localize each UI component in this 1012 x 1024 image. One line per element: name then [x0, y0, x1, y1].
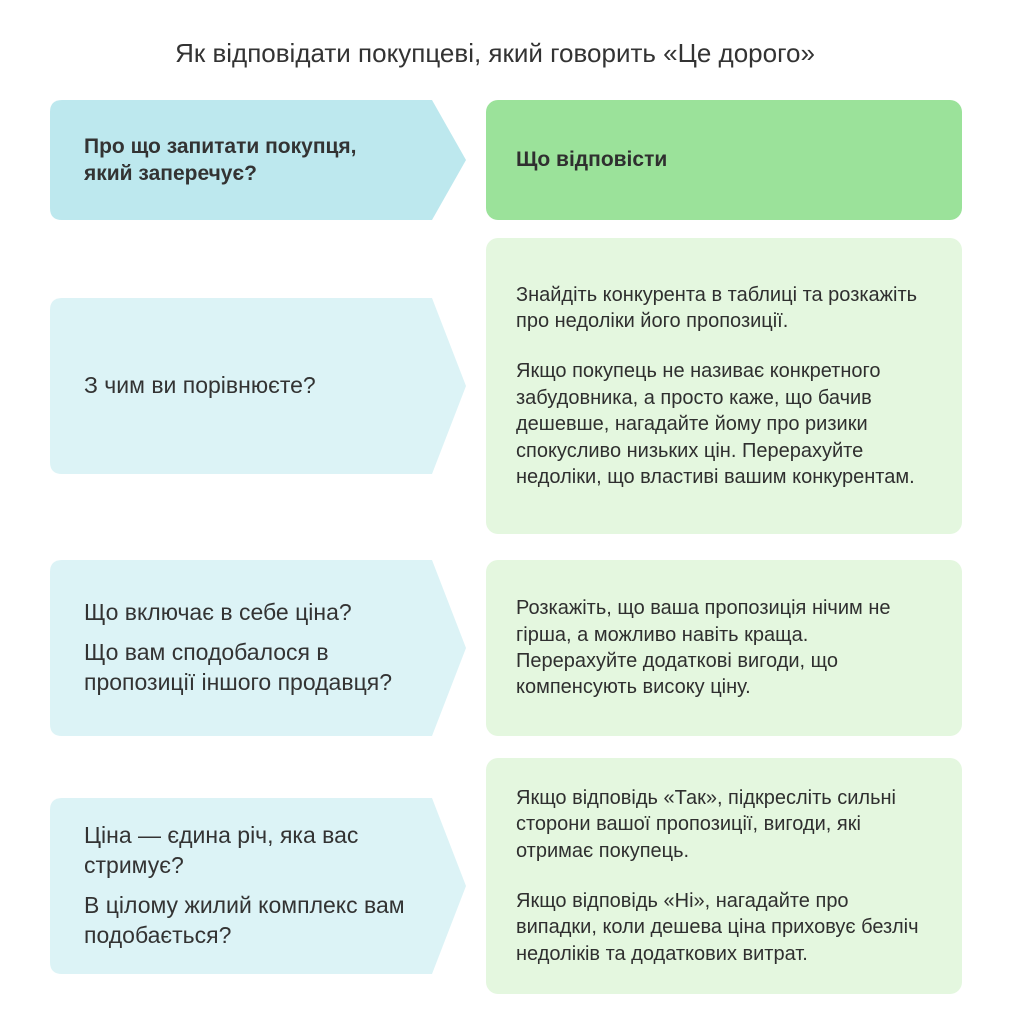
question-text: Ціна — єдина річ, яка вас стримує?	[84, 822, 359, 879]
answer-text: Знайдіть конкурента в таблиці та розкажіть про недоліки його пропозиції.	[516, 283, 918, 333]
question-arrow	[50, 298, 466, 474]
question-text: Що вам сподобалося в пропозиції іншого продавця?	[84, 639, 392, 695]
header-question-line: який заперечує?	[84, 162, 257, 185]
question-text: В цілому жилий комплекс вам подобається?	[84, 892, 405, 948]
answer-card	[486, 238, 962, 534]
question-text: З чим ви порівнюєте?	[84, 372, 316, 399]
answer-card	[486, 560, 962, 736]
question-text: Що включає в себе ціна?	[84, 599, 352, 626]
header-answer-label: Що відповісти	[516, 148, 668, 172]
answer-text: Якщо покупець не називає конкретного забудовника, а просто каже, що бачив дешевше, нагадайте йому про ризики спокусливо низьких цін. Перерахуйте недоліки, що властиві вашим конкурентам.	[516, 360, 915, 488]
answer-text: Якщо відповідь «Так», підкресліть сильні сторони вашої пропозиції, вигоди, які отримає покупець.	[516, 786, 896, 862]
question-arrow	[50, 798, 466, 974]
header-question-line: Про що запитати покупця,	[84, 134, 357, 158]
question-arrow	[50, 560, 466, 736]
answer-text: Розкажіть, що ваша пропозиція нічим не гірша, а можливо навіть краща. Перерахуйте додаткові вигоди, що компенсують високу ціну.	[516, 597, 891, 699]
answer-text: Якщо відповідь «Ні», нагадайте про випадки, коли дешева ціна приховує безліч недоліків та додаткових витрат.	[516, 890, 919, 965]
answer-card	[486, 758, 962, 994]
page-title: Як відповідати покупцеві, який говорить «Це дорого»	[175, 38, 815, 68]
header-question-arrow	[50, 100, 466, 220]
header-answer-card	[486, 100, 962, 220]
